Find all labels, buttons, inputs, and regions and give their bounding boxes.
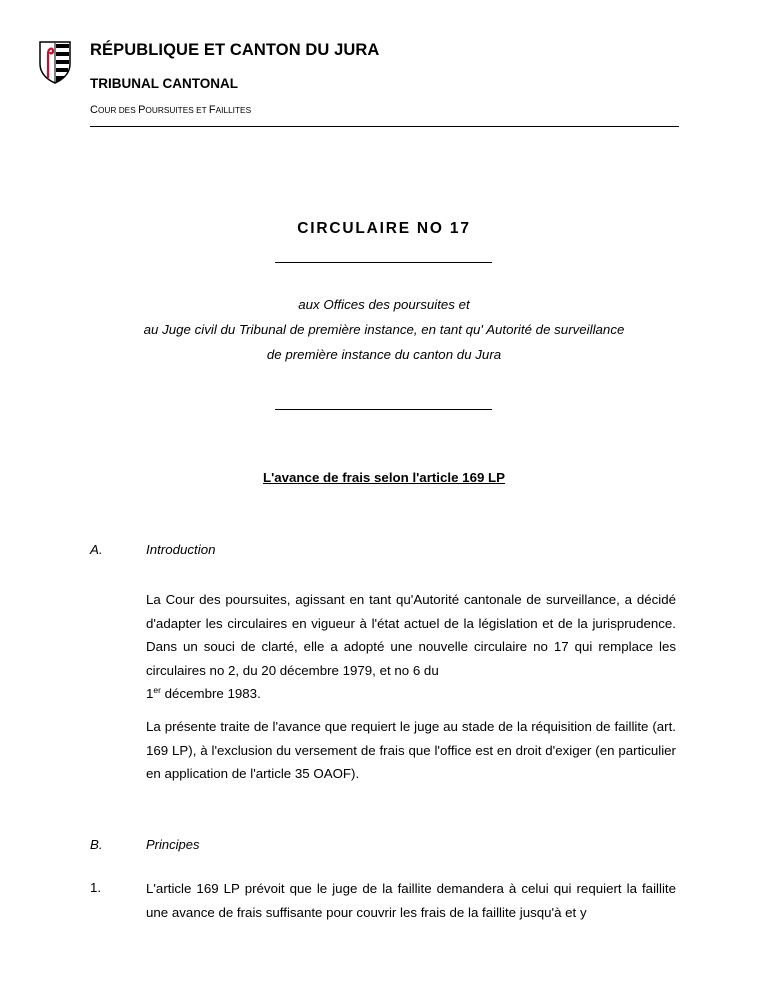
tribunal-subtitle: TRIBUNAL CANTONAL xyxy=(90,76,238,91)
court-name: COUR DES POURSUITES ET FAILLITES xyxy=(90,104,252,116)
addressee-separator xyxy=(275,409,492,410)
principle-item-text: L'article 169 LP prévoit que le juge de la faillite demandera à celui qui requiert la faillite une avance de frais suffisante pour couvrir les frais de la faillite jusqu'à et y xyxy=(146,881,676,920)
introduction-paragraph-2: La présente traite de l'avance que requiert le juge au stade de la réquisition de faillite (art. 169 LP), à l'exclusion du versement de frais que l'office est en droit d'exiger (en particulier en application de l'article 35 OAOF). xyxy=(146,719,676,781)
section-b-title: Principes xyxy=(146,837,200,852)
section-a-letter: A. xyxy=(90,542,103,557)
jura-crest-icon xyxy=(38,40,72,84)
addressee-line-3: de première instance du canton du Jura xyxy=(266,347,502,362)
section-b-letter: B. xyxy=(90,837,103,852)
addressee-line-2: au Juge civil du Tribunal de première instance, en tant qu' Autorité de surveillance xyxy=(143,322,625,337)
republic-title: RÉPUBLIQUE ET CANTON DU JURA xyxy=(90,41,380,59)
principle-item-number: 1. xyxy=(90,880,102,895)
header-divider xyxy=(90,126,679,127)
introduction-paragraph-1: La Cour des poursuites, agissant en tant qu'Autorité cantonale de surveillance, a décidé d'adapter les circulaires en vigueur à l'état actuel de la législation et de la jurisprudence. Dans un souci de clarté, elle a adopté une nouvelle circulaire no 17 qui remplace les circulaires no 2, du 20 décembre 1979, et no 6 du 1er décembre 1983. xyxy=(146,592,676,701)
section-a-title: Introduction xyxy=(146,542,216,557)
addressee-line-1: aux Offices des poursuites et xyxy=(298,297,470,312)
subject-heading: L'avance de frais selon l'article 169 LP xyxy=(262,470,506,485)
title-separator xyxy=(275,262,492,263)
circular-title: CIRCULAIRE NO 17 xyxy=(297,220,471,237)
